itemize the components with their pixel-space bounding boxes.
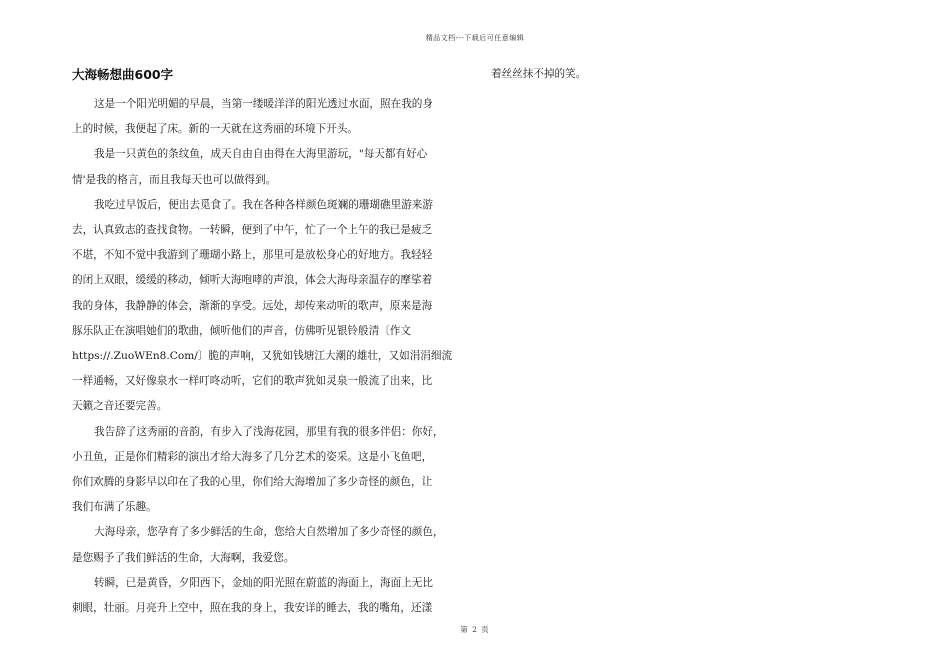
- paragraph-line: 我告辞了这秀丽的音韵，有步入了浅海花园，那里有我的很多伴侣：你好，: [94, 425, 444, 438]
- right-column: [491, 64, 881, 84]
- paragraph-line: 我是一只黄色的条纹鱼，成天自由自由得在大海里游玩，"每天都有好心: [94, 148, 428, 161]
- paragraph-line: 情'是我的格言，而且我每天也可以做得到。: [72, 173, 277, 186]
- paragraph-line: 我的身体，我静静的体会，渐渐的享受。远处，却传来动听的歌声，原来是海: [72, 299, 433, 312]
- paragraph-line: 刺眼，壮丽。月亮升上空中，照在我的身上，我安详的睡去，我的嘴角，还漾: [72, 602, 433, 615]
- paragraph: [72, 571, 462, 621]
- paragraph: [72, 92, 462, 142]
- article-body: [72, 92, 462, 621]
- paragraph-line: 天籁之音还要完善。: [72, 400, 168, 413]
- paragraph-line: https://.ZuoWEn8.Com/〕脆的声响，又犹如钱塘江大潮的雄壮，又如涓涓细流: [72, 350, 453, 363]
- header-note: 精品文档---下载后可任意编辑: [425, 34, 525, 42]
- paragraph-line: 小丑鱼，正是你们精彩的演出才给大海多了几分艺术的姿采。这是小飞鱼吧，: [72, 450, 433, 463]
- paragraph-line: 不堪，不知不觉中我游到了珊瑚小路上，那里可是放松身心的好地方。我轻轻: [72, 249, 433, 262]
- paragraph-line: 上的时候，我便起了床。新的一天就在这秀丽的环境下开头。: [72, 123, 359, 136]
- paragraph-line: 一样通畅，又好像泉水一样叮咚动听，它们的歌声犹如灵泉一般流了出来，比: [72, 375, 433, 388]
- continuation-text: 着丝丝抹不掉的笑。: [491, 68, 587, 80]
- paragraph: [72, 142, 462, 192]
- page-title: 大海畅想曲600字: [72, 67, 174, 82]
- paragraph-line: 豚乐队正在演唱她们的歌曲，倾听他们的声音，仿佛听见银铃般清〔作文: [72, 324, 411, 337]
- paragraph: [72, 420, 462, 521]
- paragraph-line: 是您赐予了我们鲜活的生命，大海啊，我爱您。: [72, 551, 295, 564]
- page-number: 第 2 页: [460, 625, 490, 634]
- paragraph: [72, 520, 462, 570]
- paragraph-line: 转瞬，已是黄昏，夕阳西下，金灿的阳光照在蔚蓝的海面上，海面上无比: [94, 576, 433, 589]
- paragraph-line: 这是一个阳光明媚的早晨，当第一缕暖洋洋的阳光透过水面，照在我的身: [94, 98, 433, 110]
- paragraph-line: 的闭上双眼，缓缓的移动，倾听大海咆哮的声浪，体会大海母亲温存的摩挲着: [72, 274, 433, 287]
- left-column: [72, 66, 462, 621]
- paragraph-line: 去，认真致志的查找食物。一转瞬，便到了中午，忙了一个上午的我已是疲乏: [72, 224, 433, 237]
- paragraph-line: 我吃过早饭后，便出去觅食了。我在各种各样颜色斑斓的珊瑚礁里游来游: [94, 198, 433, 211]
- paragraph-line: 我们布满了乐趣。: [72, 501, 157, 514]
- paragraph-line: 大海母亲，您孕育了多少鲜活的生命，您给大自然增加了多少奇怪的颜色，: [94, 526, 444, 539]
- paragraph-line: 你们欢腾的身影早以印在了我的心里，你们给大海增加了多少奇怪的颜色，让: [72, 476, 433, 489]
- paragraph: [72, 193, 462, 420]
